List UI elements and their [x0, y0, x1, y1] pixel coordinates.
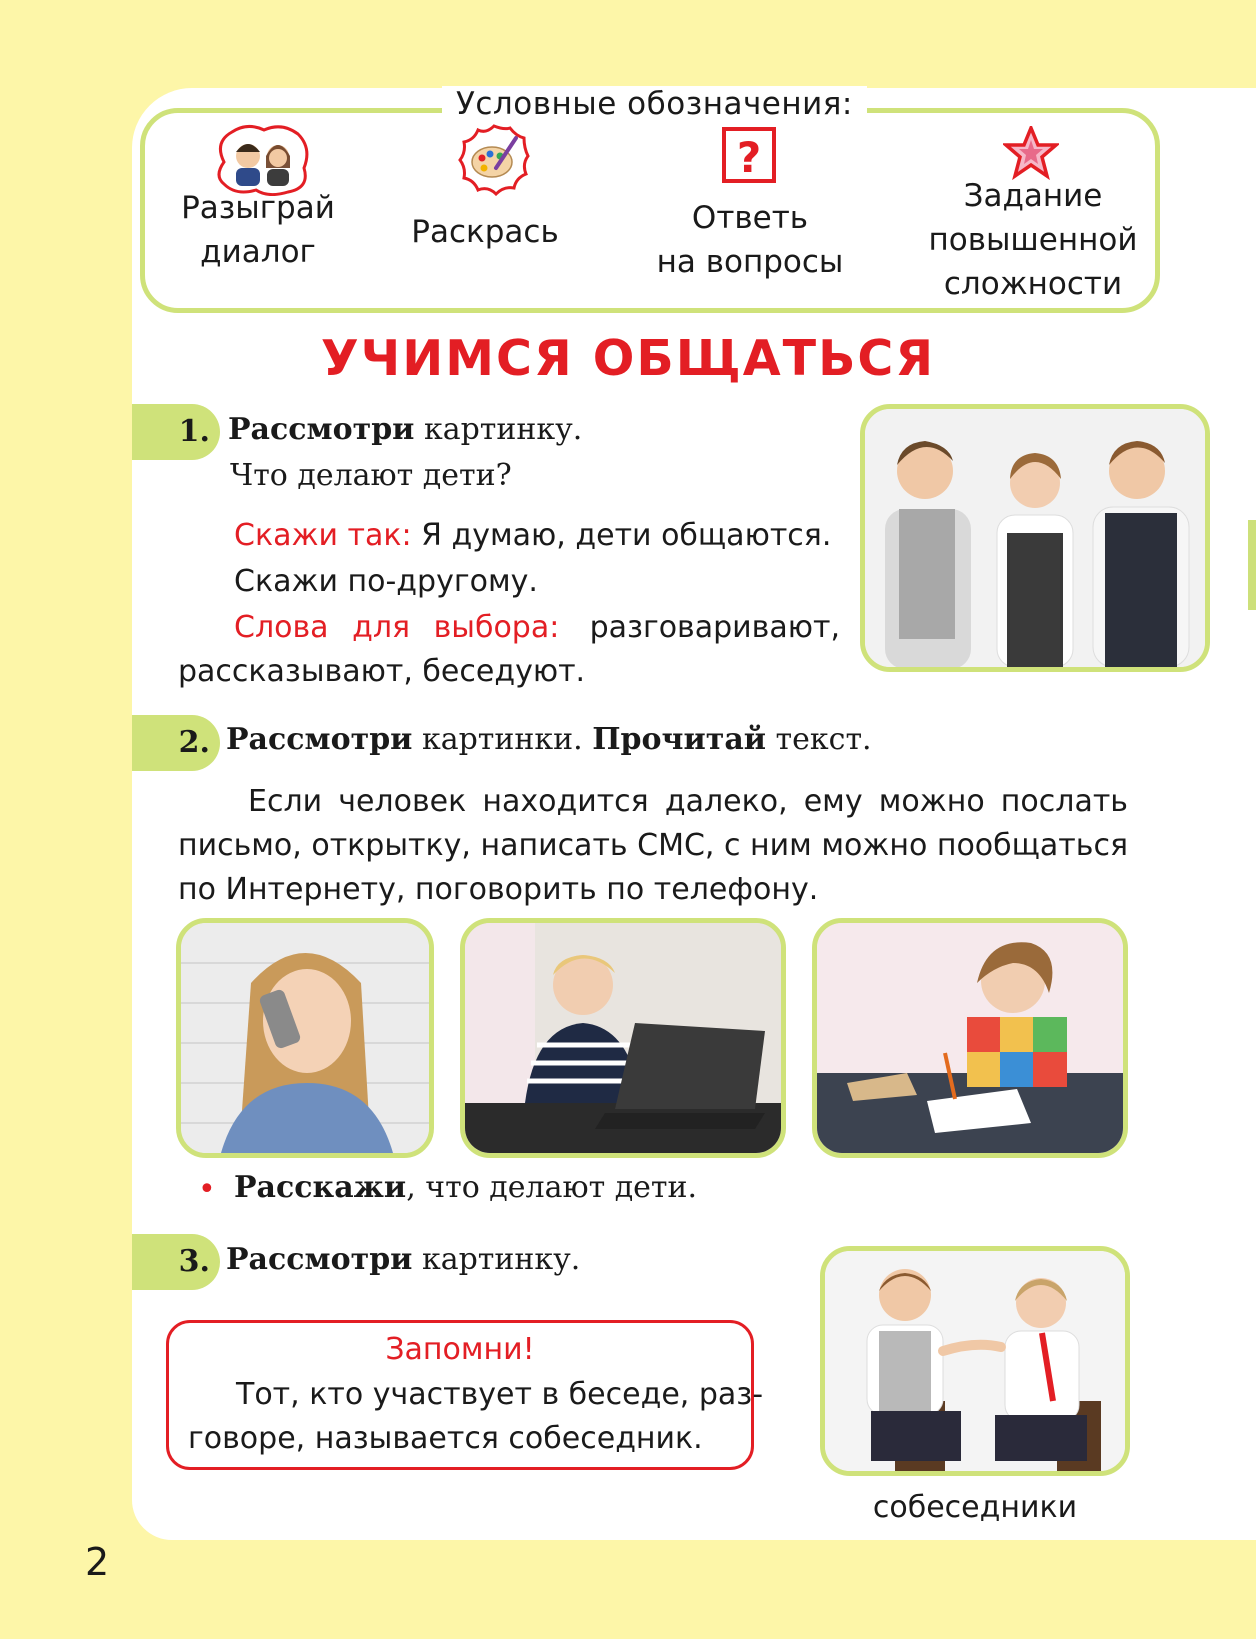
section-title: УЧИМСЯ ОБЩАТЬСЯ	[320, 330, 936, 387]
photo-girl-phone	[176, 918, 434, 1158]
words-label: Слова для выбора:	[234, 610, 560, 645]
task1-words-cont: рассказывают, беседуют.	[178, 654, 586, 689]
task-text: картинку.	[414, 412, 583, 447]
legend-item-label: диалог	[200, 234, 316, 270]
task-text: , что делают дети.	[406, 1170, 698, 1205]
task-verb: Расскажи	[234, 1170, 407, 1205]
photo-children-talking	[860, 404, 1210, 672]
boy-writing-illustration	[817, 923, 1123, 1153]
task-number: 3.	[132, 1234, 220, 1290]
palette-icon	[458, 124, 530, 196]
task-text: картинку.	[412, 1242, 581, 1277]
task2-paragraph-line: по Интернету, поговорить по телефону.	[178, 872, 819, 907]
svg-text:?: ?	[736, 133, 762, 182]
star-icon	[1003, 126, 1059, 180]
legend-item-label: Разыграй	[181, 190, 335, 226]
task1-say-line	[234, 518, 831, 553]
legend-title: Условные обозначения:	[442, 86, 867, 122]
boy-laptop-illustration	[465, 923, 781, 1153]
remember-text: Тот, кто участвует в беседе, раз-	[236, 1377, 764, 1412]
task1-words-line	[234, 610, 840, 645]
task-verb: Прочитай	[592, 722, 767, 757]
task-number: 1.	[132, 404, 220, 460]
task-verb: Рассмотри	[226, 1242, 413, 1277]
task-verb: Рассмотри	[228, 412, 415, 447]
legend-item-advanced	[918, 174, 1148, 306]
legend-item-label: Ответь	[691, 200, 809, 236]
task-text: текст.	[766, 722, 872, 757]
legend-item-label: повышенной	[928, 222, 1138, 258]
legend-item-answer	[640, 196, 860, 284]
page-number: 2	[85, 1540, 110, 1584]
photo-caption: собеседники	[872, 1490, 1078, 1525]
remember-title: Запомни!	[385, 1332, 535, 1367]
legend-item-label: на вопросы	[656, 244, 844, 280]
task2-paragraph-line: Если человек находится далеко, ему можно послать	[248, 784, 1128, 819]
task1-say-other: Скажи по-другому.	[234, 564, 538, 599]
children-talking-illustration	[865, 409, 1205, 667]
legend-item-label: Раскрась	[411, 214, 559, 250]
say-label: Скажи так:	[234, 518, 412, 553]
remember-text: говоре, называется собеседник.	[188, 1421, 703, 1456]
photo-interlocutors	[820, 1246, 1130, 1476]
task1-question: Что делают дети?	[230, 458, 512, 493]
legend-item-label: сложности	[943, 266, 1123, 302]
girl-phone-illustration	[181, 923, 429, 1153]
task2-bullet-text	[234, 1170, 697, 1205]
photo-boy-writing	[812, 918, 1128, 1158]
legend-item-dialogue	[168, 186, 348, 274]
words-text: разговаривают,	[589, 610, 840, 645]
bullet-icon: •	[198, 1172, 216, 1207]
side-tab	[1248, 520, 1256, 610]
say-text: Я думаю, дети общаются.	[411, 518, 832, 553]
dialogue-icon	[212, 122, 312, 196]
legend-item-label: Задание	[963, 178, 1103, 214]
task3-instruction	[226, 1242, 580, 1277]
task-verb: Рассмотри	[226, 722, 413, 757]
task1-instruction	[228, 412, 582, 447]
task-number: 2.	[132, 715, 220, 771]
legend-item-color	[400, 210, 570, 254]
task-text: картинки.	[412, 722, 593, 757]
photo-boy-laptop	[460, 918, 786, 1158]
interlocutors-illustration	[825, 1251, 1125, 1471]
question-icon	[721, 126, 777, 184]
task2-instruction	[226, 722, 872, 757]
task2-paragraph-line: письмо, открытку, написать СМС, с ним можно пообщаться	[178, 828, 1128, 863]
